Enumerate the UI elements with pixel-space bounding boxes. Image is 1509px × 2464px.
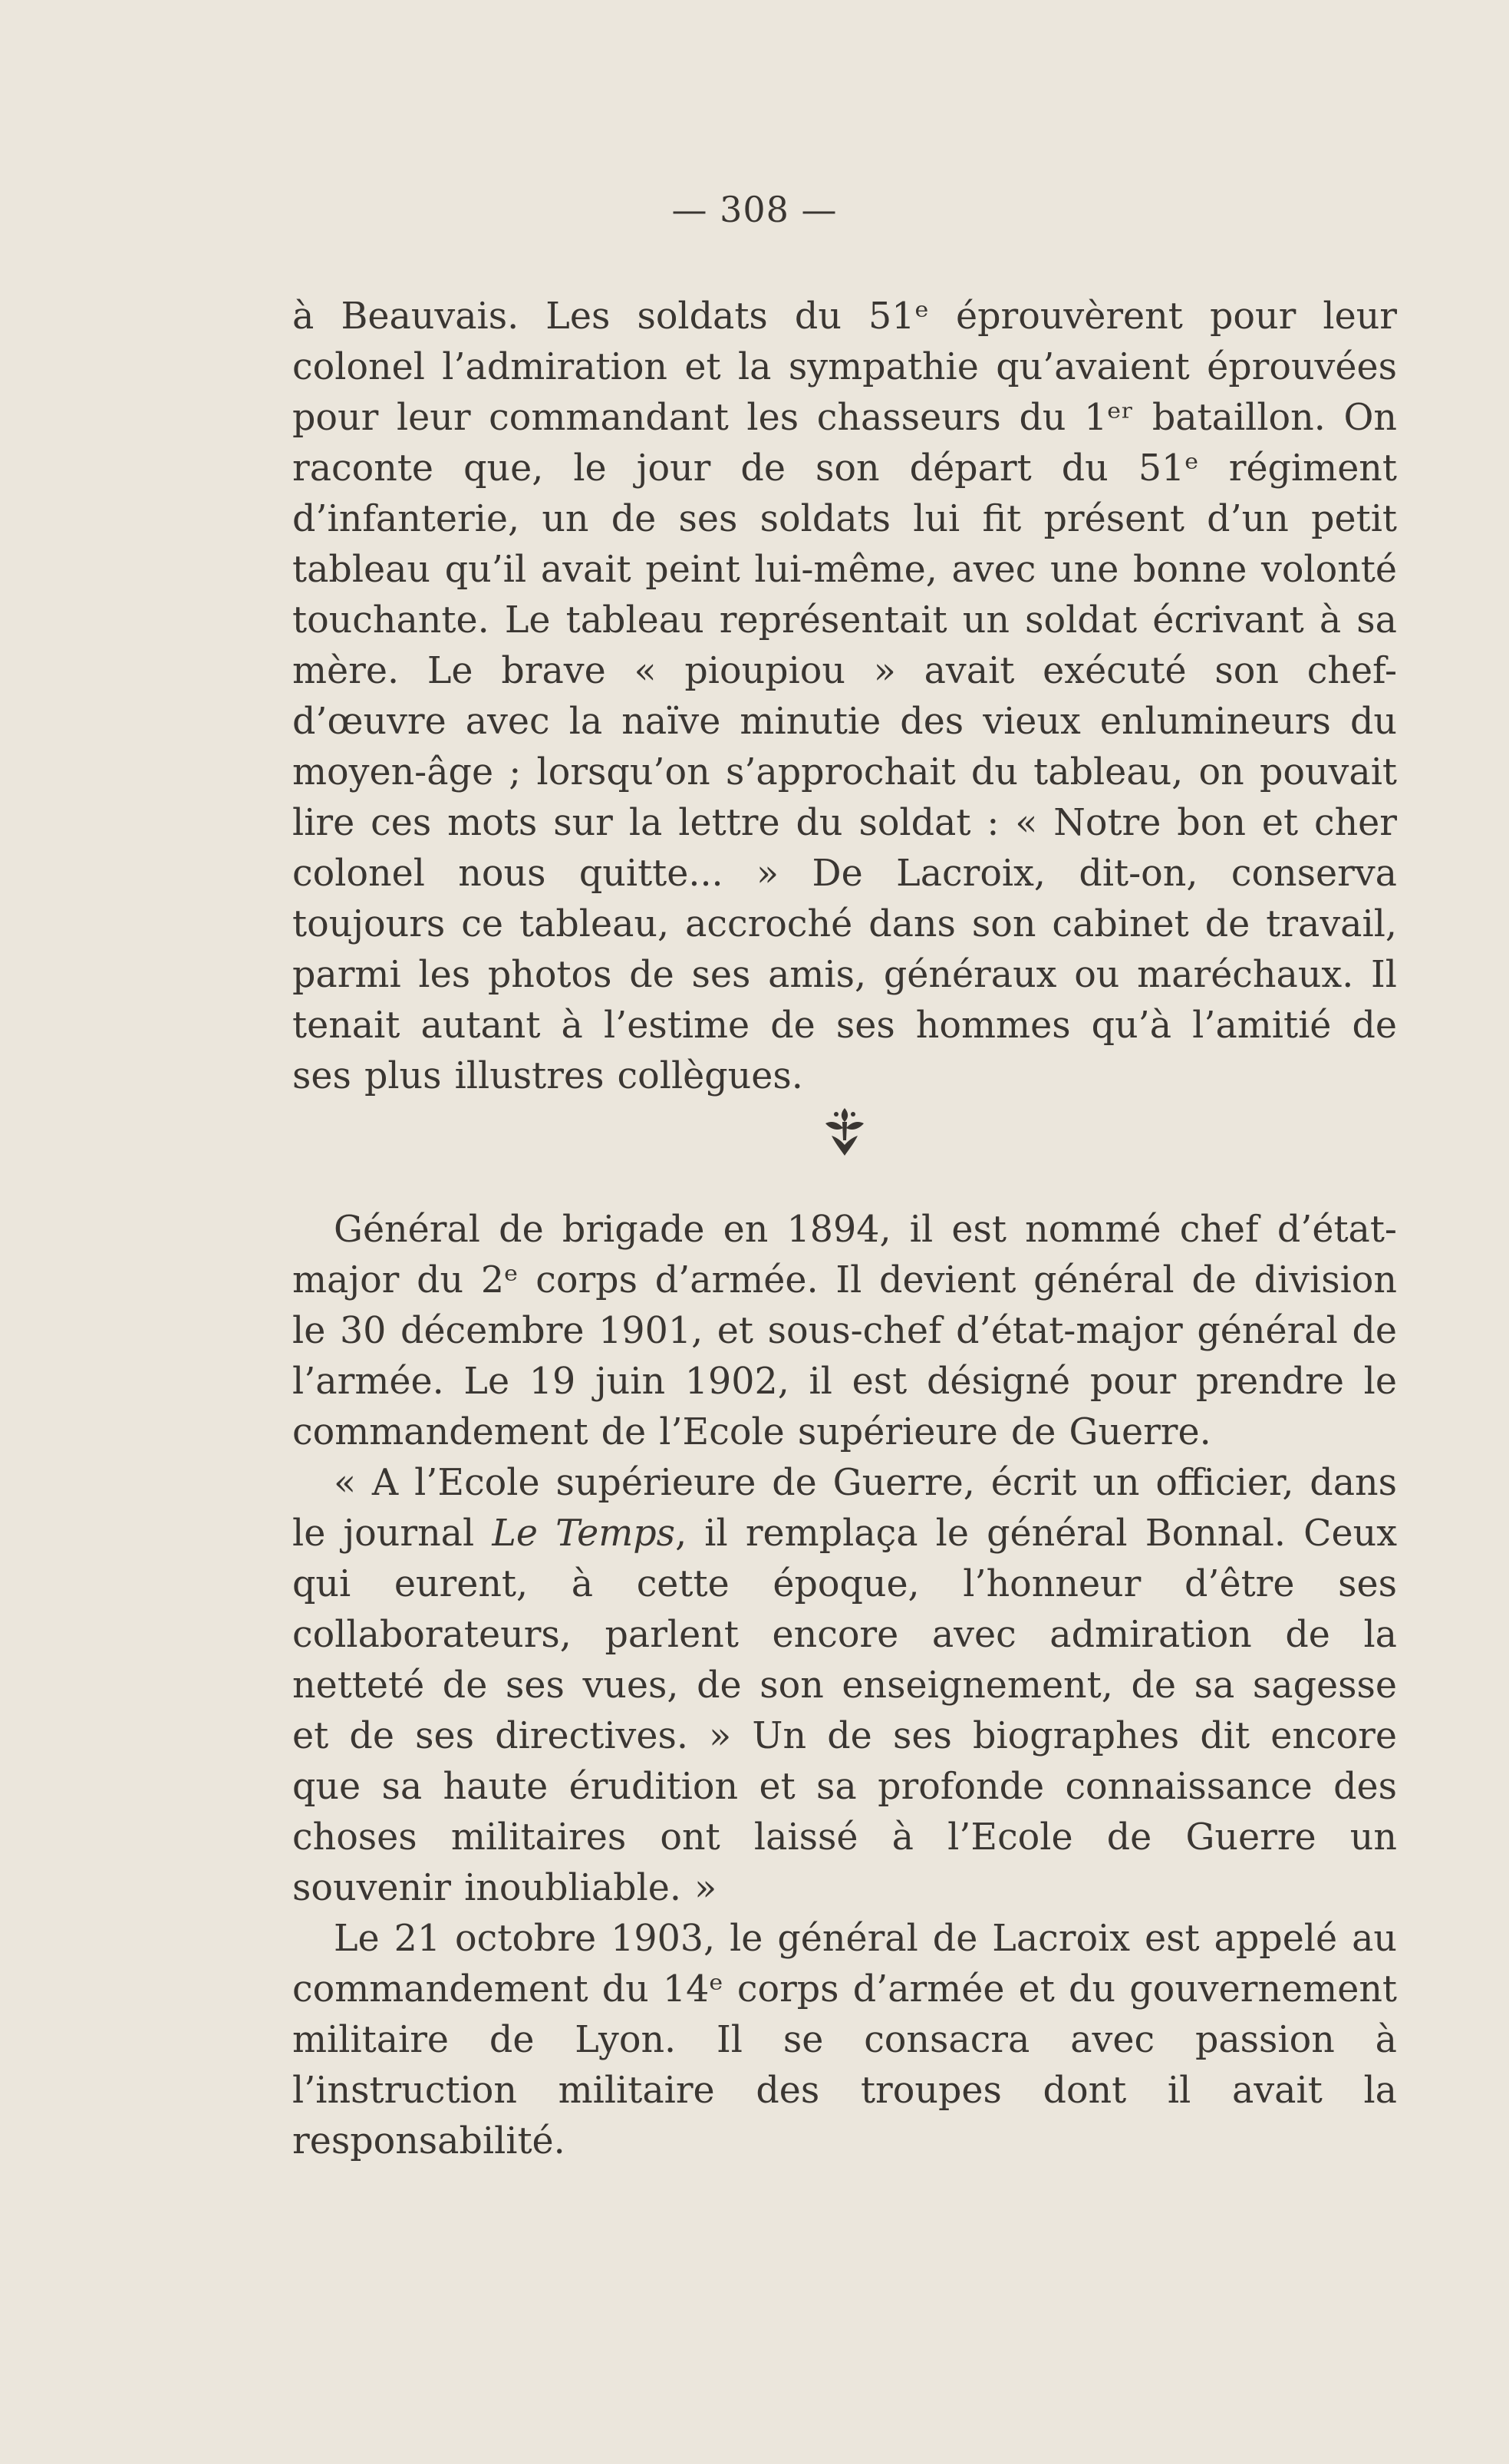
fleuron-icon bbox=[819, 1105, 870, 1159]
paragraph-lyon-command: Le 21 octobre 1903, le général de Lacroix est appelé au commandement du 14ᵉ corps d’armée et du gouvernement militaire de Lyon. Il se consacra avec passion à l’instruction militaire des troupes dont il avait la responsabilité. bbox=[292, 1918, 1397, 2162]
newspaper-title: Le Temps bbox=[492, 1512, 676, 1555]
text-block-after-ornament bbox=[292, 1205, 1397, 2167]
text-block-before-ornament bbox=[292, 292, 1397, 1102]
quote-body: , il remplaça le général Bonnal. Ceux qui eurent, à cette époque, l’honneur d’être ses collaborateurs, parlent encore avec admiration de la netteté de ses vues, de son enseignement, de sa sagesse et de ses directives. » Un de ses biographes dit encore que sa haute érudition et sa profonde connaissance des choses militaires ont laissé à l’Ecole de Guerre un souvenir inoubliable. » bbox=[292, 1512, 1397, 1909]
paragraph-ecole-superieure bbox=[292, 1458, 1397, 1914]
paragraph-general-brigade: Général de brigade en 1894, il est nommé chef d’état-major du 2ᵉ corps d’armée. Il devient général de division le 30 décembre 1901, et sous-chef d’état-major général de l’armée. Le 19 juin 1902, il est désigné pour prendre le commandement de l’Ecole supérieure de Guerre. bbox=[292, 1209, 1397, 1453]
paragraph-beauvais: à Beauvais. Les soldats du 51ᵉ éprouvèrent pour leur colonel l’admiration et la sympathie qu’avaient éprouvées pour leur commandant les chasseurs du 1ᵉʳ bataillon. On raconte que, le jour de son départ du 51ᵉ régiment d’infanterie, un de ses soldats lui fit présent d’un petit tableau qu’il avait peint lui-même, avec une bonne volonté touchante. Le tableau représentait un soldat écrivant à sa mère. Le brave « pioupiou » avait exécuté son chef-d’œuvre avec la naïve minutie des vieux enlumineurs du moyen-âge ; lorsqu’on s’approchait du tableau, on pouvait lire ces mots sur la lettre du soldat : « Notre bon et cher colonel nous quitte... » De Lacroix, dit-on, conserva toujours ce tableau, accroché dans son cabinet de travail, parmi les photos de ses amis, généraux ou maréchaux. Il tenait autant à l’estime de ses hommes qu’à l’amitié de ses plus illustres collègues. bbox=[292, 295, 1397, 1097]
quote-intro: « A l’Ecole supérieure de Guerre, écrit un officier, dans le journal bbox=[292, 1462, 1397, 1555]
page-number: — 308 — bbox=[671, 189, 838, 230]
